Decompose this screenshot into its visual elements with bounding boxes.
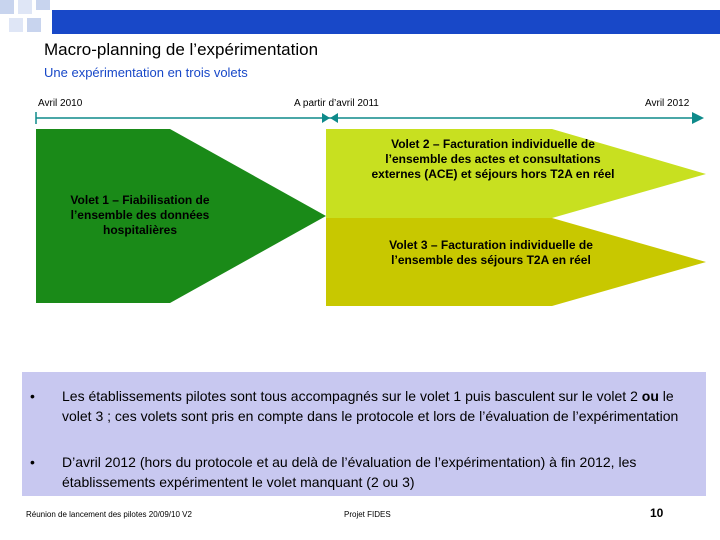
- bullet-1-text-a: Les établissements pilotes sont tous accompagnés sur le volet 1 puis basculent sur le volet 2: [62, 388, 642, 404]
- timeline-middle-label: A partir d’avril 2011: [294, 98, 379, 109]
- timeline-start-label: Avril 2010: [38, 98, 83, 109]
- volet1-label: Volet 1 – Fiabilisation de l’ensemble des données hospitalières: [70, 193, 210, 237]
- footer-center: Projet FIDES: [344, 510, 391, 519]
- page-title: Macro-planning de l’expérimentation: [44, 40, 319, 59]
- footer-left: Réunion de lancement des pilotes 20/09/10 V2: [26, 510, 192, 519]
- bullet-panel: [22, 372, 706, 496]
- bullet-2-text: D’avril 2012 (hors du protocole et au delà de l’évaluation de l’expérimentation) à fin 2012, les établissements expérimentent le volet manquant (2 ou 3): [62, 454, 637, 490]
- bullet-1-text-b: le volet 3 ; ces volets sont pris en compte dans le protocole et lors de l’évaluation de l’expérimentation: [62, 388, 679, 424]
- bullet-marker: •: [30, 454, 35, 470]
- volet2-label: Volet 2 – Facturation individuelle de l’ensemble des actes et consultations externes (ACE) et séjours hors T2A en réel: [371, 137, 615, 181]
- bullet-marker: •: [30, 388, 35, 404]
- page-subtitle: Une expérimentation en trois volets: [44, 65, 248, 80]
- page-number: 10: [650, 506, 664, 520]
- volet3-label: Volet 3 – Facturation individuelle de l’ensemble des séjours T2A en réel: [389, 238, 593, 267]
- bullet-1-or: ou: [641, 388, 659, 404]
- timeline-end-label: Avril 2012: [645, 98, 690, 109]
